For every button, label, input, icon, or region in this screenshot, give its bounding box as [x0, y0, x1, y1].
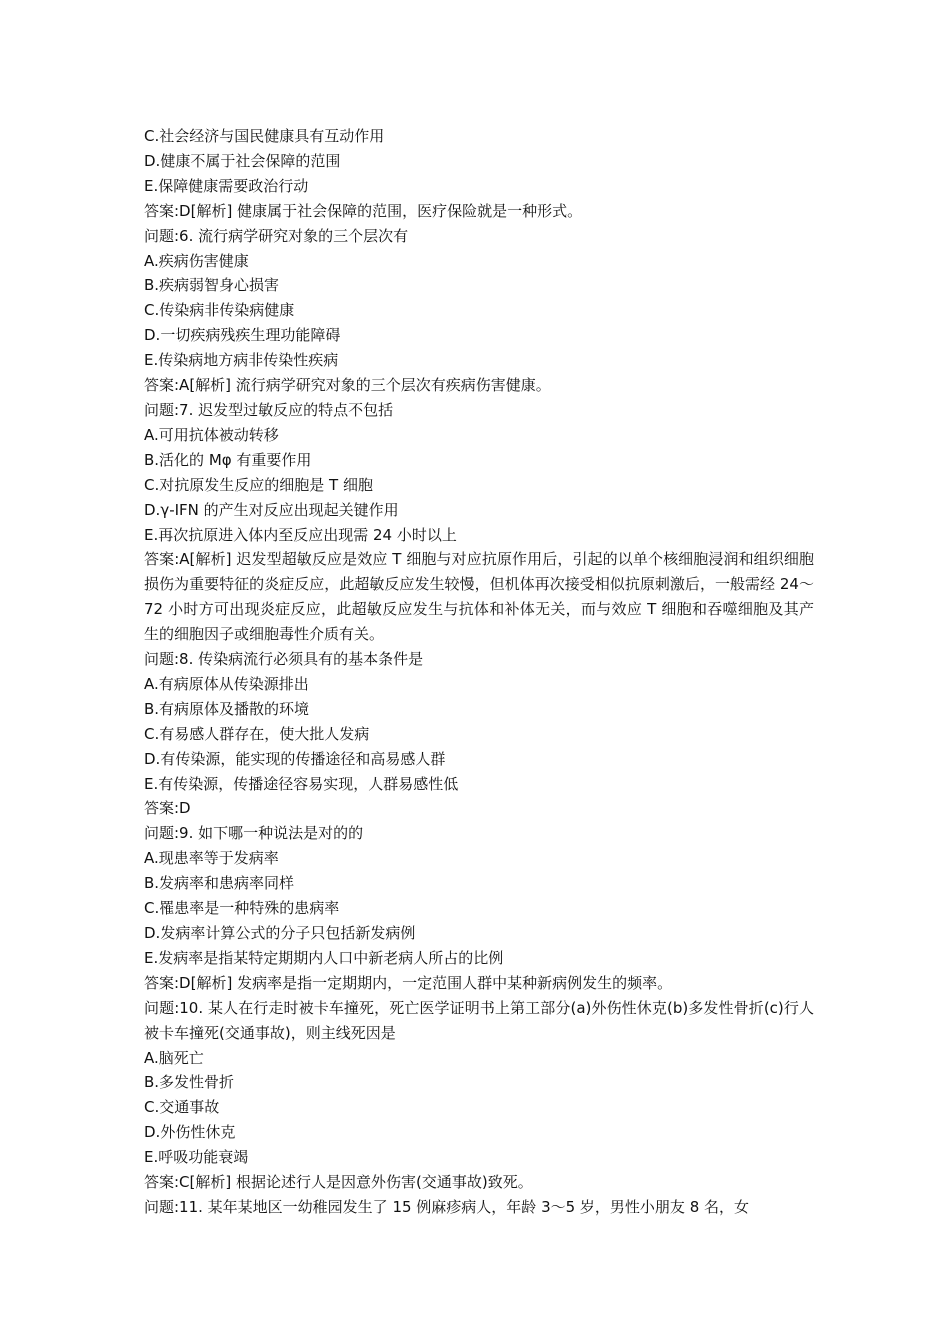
option-e-q6: E.传染病地方病非传染性疾病: [144, 351, 339, 370]
answer-q8: 答案:D: [144, 799, 191, 818]
option-a-q7: A.可用抗体被动转移: [144, 425, 279, 444]
question-10: 问题:10. 某人在行走时被卡车撞死，死亡医学证明书上第工部分(a)外伤性休克(b)多发性骨折(c)行人被卡车撞死(交通事故)，则主线死因是: [144, 998, 814, 1042]
answer-q10: 答案:C[解析] 根据论述行人是因意外伤害(交通事故)致死。: [144, 1173, 533, 1192]
option-e-q10: E.呼吸功能衰竭: [144, 1148, 249, 1167]
option-c-q10: C.交通事故: [144, 1098, 220, 1117]
option-d-q9: D.发病率计算公式的分子只包括新发病例: [144, 924, 416, 942]
option-c-q7: C.对抗原发生反应的细胞是 T 细胞: [144, 475, 373, 494]
option-c-q5: C.社会经济与国民健康具有互动作用: [144, 127, 385, 145]
option-d-q7: D.γ-IFN 的产生对反应出现起关键作用: [144, 500, 399, 519]
question-11: 问题:11. 某年某地区一幼稚园发生了 15 例麻疹病人，年龄 3～5 岁，男性小朋友 8 名，女: [144, 1197, 750, 1216]
option-a-q6: A.疾病伤害健康: [144, 251, 249, 270]
option-d-q10: D.外伤性休克: [144, 1123, 236, 1142]
question-9: 问题:9. 如下哪一种说法是对的的: [144, 824, 364, 843]
answer-q9: 答案:D[解析] 发病率是指一定期期内，一定范围人群中某种新病例发生的频率。: [144, 973, 673, 992]
option-b-q10: B.多发性骨折: [144, 1073, 235, 1092]
option-e-q5: E.保障健康需要政治行动: [144, 176, 309, 195]
option-b-q7: B.活化的 Mφ 有重要作用: [144, 450, 312, 469]
option-d-q8: D.有传染源，能实现的传播途径和高易感人群: [144, 749, 446, 768]
option-e-q7: E.再次抗原进入体内至反应出现需 24 小时以上: [144, 525, 457, 544]
answer-q7: 答案:A[解析] 迟发型超敏反应是效应 T 细胞与对应抗原作用后，引起的以单个核细胞浸润和组织细胞损伤为重要特征的炎症反应，此超敏反应发生较慢，但机体再次接受相似抗原刺激后，一般需经 24～72 小时方可出现炎症反应，此超敏反应发生与抗体和补体无关，而与效应 T 细胞和吞噬细胞及其产生的细胞因子或细胞毒性介质有关。: [144, 550, 814, 644]
answer-q5: 答案:D[解析] 健康属于社会保障的范围，医疗保险就是一种形式。: [144, 201, 583, 220]
option-e-q9: E.发病率是指某特定期期内人口中新老病人所占的比例: [144, 948, 504, 967]
question-6: 问题:6. 流行病学研究对象的三个层次有: [144, 226, 409, 245]
option-c-q8: C.有易感人群存在，使大批人发病: [144, 724, 370, 743]
option-d-q5: D.健康不属于社会保障的范围: [144, 151, 341, 170]
option-b-q8: B.有病原体及播散的环境: [144, 699, 310, 718]
question-8: 问题:8. 传染病流行必须具有的基本条件是: [144, 650, 424, 669]
option-d-q6: D.一切疾病残疾生理功能障碍: [144, 326, 341, 345]
question-7: 问题:7. 迟发型过敏反应的特点不包括: [144, 400, 394, 419]
option-e-q8: E.有传染源，传播途径容易实现，人群易感性低: [144, 774, 459, 793]
option-a-q9: A.现患率等于发病率: [144, 849, 279, 868]
answer-q6: 答案:A[解析] 流行病学研究对象的三个层次有疾病伤害健康。: [144, 376, 551, 395]
option-c-q9: C.罹患率是一种特殊的患病率: [144, 899, 340, 918]
option-a-q10: A.脑死亡: [144, 1048, 204, 1067]
option-c-q6: C.传染病非传染病健康: [144, 301, 295, 320]
option-b-q6: B.疾病弱智身心损害: [144, 276, 280, 295]
option-b-q9: B.发病率和患病率同样: [144, 874, 295, 893]
document-body: [144, 124, 814, 1220]
option-a-q8: A.有病原体从传染源排出: [144, 674, 309, 693]
